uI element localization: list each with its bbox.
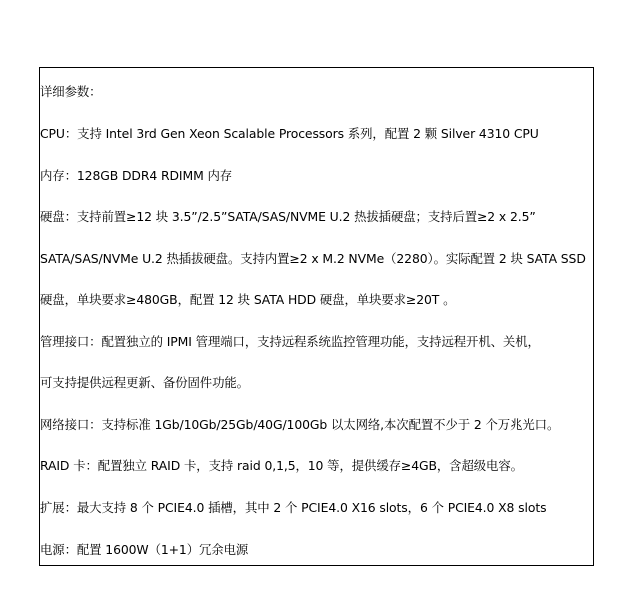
spec-line-expansion: 扩展：最大支持 8 个 PCIE4.0 插槽，其中 2 个 PCIE4.0 X16 slots，6 个 PCIE4.0 X8 slots bbox=[40, 500, 547, 515]
spec-line-management-continued: 可支持提供远程更新、备份固件功能。 bbox=[40, 375, 249, 390]
spec-line-network: 网络接口：支持标准 1Gb/10Gb/25Gb/40G/100Gb 以太网络,本次配置不少于 2 个万兆光口。 bbox=[40, 417, 560, 432]
spec-line-raid: RAID 卡：配置独立 RAID 卡，支持 raid 0,1,5，10 等，提供缓存≥4GB，含超级电容。 bbox=[40, 458, 523, 473]
spec-line-disk-continued-1: SATA/SAS/NVMe U.2 热插拔硬盘。支持内置≥2 x M.2 NVMe（2280）。实际配置 2 块 SATA SSD bbox=[40, 251, 586, 266]
spec-heading: 详细参数： bbox=[40, 84, 102, 99]
spec-line-power: 电源：配置 1600W（1+1）冗余电源 bbox=[40, 542, 249, 557]
spec-line-memory: 内存：128GB DDR4 RDIMM 内存 bbox=[40, 168, 233, 183]
spec-line-disk: 硬盘：支持前置≥12 块 3.5”/2.5”SATA/SAS/NVME U.2 热拔插硬盘；支持后置≥2 x 2.5” bbox=[40, 209, 536, 224]
spec-table-cell bbox=[39, 67, 594, 566]
spec-line-cpu: CPU：支持 Intel 3rd Gen Xeon Scalable Processors 系列，配置 2 颗 Silver 4310 CPU bbox=[40, 126, 539, 141]
spec-line-management: 管理接口：配置独立的 IPMI 管理端口，支持远程系统监控管理功能，支持远程开机、关机， bbox=[40, 334, 540, 349]
spec-line-disk-continued-2: 硬盘，单块要求≥480GB，配置 12 块 SATA HDD 硬盘，单块要求≥20T 。 bbox=[40, 292, 456, 307]
